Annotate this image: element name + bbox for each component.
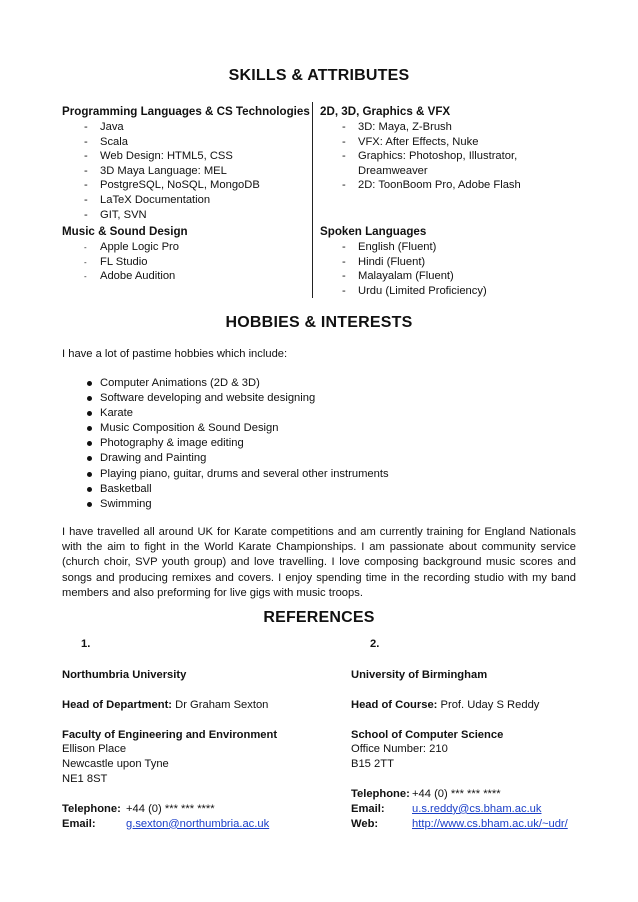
- list-item: - 3D: Maya, Z-Brush: [320, 120, 590, 135]
- list-item: Music Composition & Sound Design: [62, 421, 582, 436]
- music-title: Music & Sound Design: [62, 225, 188, 238]
- graphics-section: [320, 105, 590, 193]
- reference-1: [62, 668, 332, 831]
- ref1-tel-label: Telephone:: [62, 802, 121, 815]
- ref2-institution: University of Birmingham: [351, 669, 488, 681]
- ref2-email-label: Email:: [351, 802, 385, 815]
- list-item: Karate: [62, 406, 582, 421]
- programming-list: [62, 120, 312, 222]
- list-item: - VFX: After Effects, Nuke: [320, 135, 590, 150]
- list-item: - Hindi (Fluent): [320, 255, 590, 270]
- references-heading: REFERENCES: [263, 609, 375, 626]
- ref1-role-name: Dr Graham Sexton: [175, 698, 269, 711]
- ref2-web-link[interactable]: http://www.cs.bham.ac.uk/~udr/: [412, 817, 568, 830]
- reference-2: [351, 668, 611, 831]
- ref1-addr3: NE1 8ST: [62, 772, 108, 785]
- ref2-email-row: [351, 802, 611, 817]
- list-item: - Scala: [62, 135, 312, 150]
- list-item: - Malayalam (Fluent): [320, 269, 590, 284]
- ref1-dept: Faculty of Engineering and Environment: [62, 728, 278, 741]
- languages-list: [320, 240, 590, 298]
- hobbies-intro: I have a lot of pastime hobbies which include:: [62, 348, 288, 360]
- list-item: - Web Design: HTML5, CSS: [62, 149, 312, 164]
- ref1-addr1: Ellison Place: [62, 743, 127, 756]
- list-item-continued: Dreamweaver: [358, 164, 428, 177]
- column-divider: [312, 102, 313, 298]
- ref1-tel: +44 (0) *** *** ****: [126, 802, 215, 815]
- programming-title: Programming Languages & CS Technologies: [62, 105, 310, 118]
- ref1-institution: Northumbria University: [62, 669, 187, 681]
- ref2-tel-label: Telephone:: [351, 787, 410, 800]
- list-item: - Urdu (Limited Proficiency): [320, 284, 590, 299]
- hobbies-paragraph: I have travelled all around UK for Karate competitions and am currently training for England Nationals with the aim to fight in the World Karate Championships. I am passionate about community service (church choir, SVP youth group) and love travelling. I love composing background music scores and songs and producing remixes and covers. I enjoy spending time in the recording studio with my band members and also preforming for live gigs with music troops.: [62, 526, 576, 599]
- list-item: - GIT, SVN: [62, 208, 312, 223]
- ref2-web-row: [351, 817, 611, 832]
- list-item: - Graphics: Photoshop, Illustrator,: [320, 149, 590, 164]
- list-item: Drawing and Painting: [62, 451, 582, 466]
- list-item: - Apple Logic Pro: [62, 240, 312, 255]
- skills-heading: SKILLS & ATTRIBUTES: [228, 67, 410, 84]
- music-list: [62, 240, 312, 284]
- list-item: Swimming: [62, 497, 582, 512]
- list-item: - English (Fluent): [320, 240, 590, 255]
- languages-section: [320, 225, 590, 298]
- list-item: Software developing and website designing: [62, 391, 582, 406]
- list-item: - Java: [62, 120, 312, 135]
- list-item: - FL Studio: [62, 255, 312, 270]
- hobbies-heading: HOBBIES & INTERESTS: [225, 314, 413, 331]
- list-item: - 3D Maya Language: MEL: [62, 164, 312, 179]
- ref1-email-row: [62, 817, 332, 832]
- list-item: Basketball: [62, 482, 582, 497]
- list-item: - 2D: ToonBoom Pro, Adobe Flash: [320, 178, 590, 193]
- list-item: Computer Animations (2D & 3D): [62, 376, 582, 391]
- list-item: - PostgreSQL, NoSQL, MongoDB: [62, 178, 312, 193]
- ref2-web-label: Web:: [351, 817, 379, 830]
- ref1-email-label: Email:: [62, 817, 96, 830]
- ref2-tel: +44 (0) *** *** ****: [412, 787, 501, 800]
- graphics-title: 2D, 3D, Graphics & VFX: [320, 105, 451, 118]
- ref2-email-link[interactable]: u.s.reddy@cs.bham.ac.uk: [412, 802, 542, 815]
- list-item: - LaTeX Documentation: [62, 193, 312, 208]
- list-item: - Adobe Audition: [62, 269, 312, 284]
- graphics-list: [320, 120, 590, 193]
- ref1-number: 1.: [81, 638, 91, 650]
- ref1-addr2: Newcastle upon Tyne: [62, 758, 169, 771]
- list-item: Playing piano, guitar, drums and several other instruments: [62, 467, 582, 482]
- ref1-telephone: [62, 802, 332, 817]
- ref2-telephone: [351, 787, 611, 802]
- ref1-email-link[interactable]: g.sexton@northumbria.ac.uk: [126, 817, 270, 830]
- ref2-role: [351, 698, 611, 713]
- music-section: [62, 225, 312, 284]
- ref1-role-label: Head of Department:: [62, 698, 173, 711]
- hobbies-list: [62, 376, 582, 512]
- ref2-addr1: Office Number: 210: [351, 743, 448, 756]
- ref1-role: [62, 698, 332, 713]
- languages-title: Spoken Languages: [320, 225, 427, 238]
- ref2-addr2: B15 2TT: [351, 758, 394, 771]
- ref2-role-label: Head of Course:: [351, 698, 438, 711]
- list-item: Photography & image editing: [62, 436, 582, 451]
- programming-section: [62, 105, 312, 222]
- ref2-role-name: Prof. Uday S Reddy: [440, 698, 540, 711]
- ref2-dept: School of Computer Science: [351, 728, 504, 741]
- ref2-number: 2.: [370, 638, 380, 650]
